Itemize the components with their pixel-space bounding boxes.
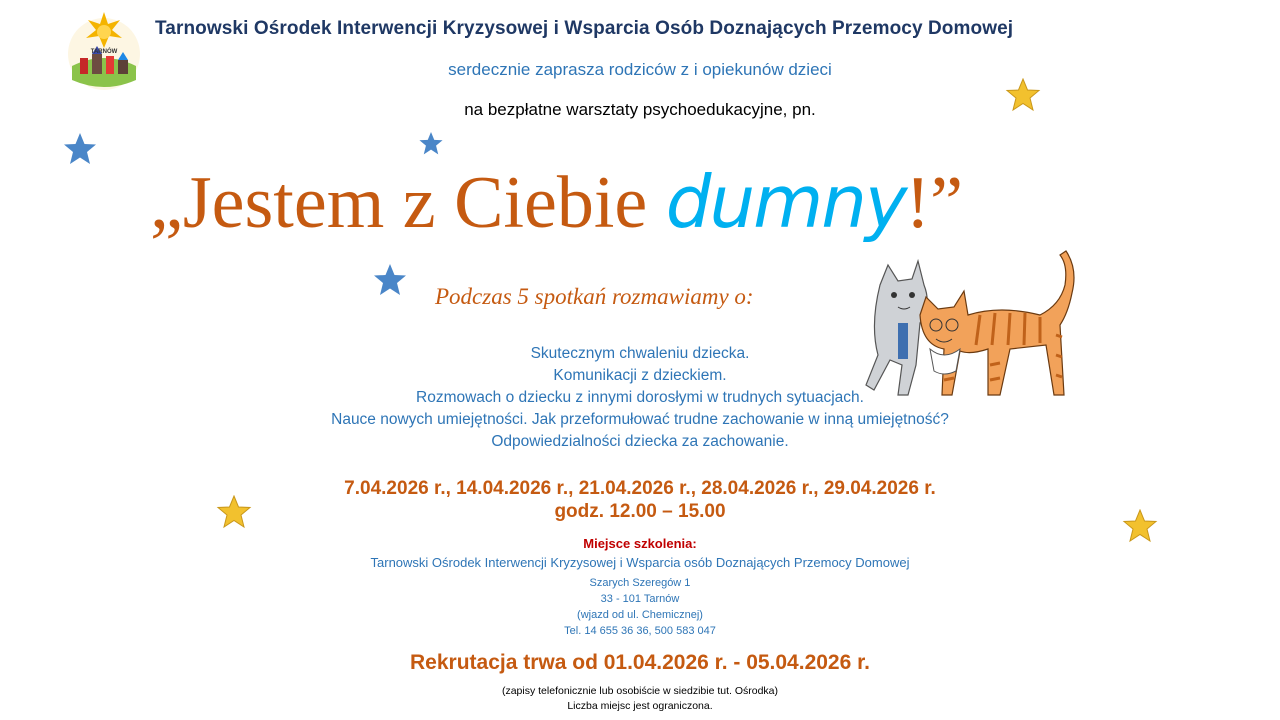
list-item: Nauce nowych umiejętności. Jak przeformułować trudne zachowanie w inną umiejętność? bbox=[331, 411, 949, 428]
address-entrance: (wjazd od ul. Chemicznej) bbox=[577, 609, 703, 621]
meeting-dates: 7.04.2026 r., 14.04.2026 r., 21.04.2026 r., 28.04.2026 r., 29.04.2026 r. bbox=[344, 478, 936, 499]
meeting-hours: godz. 12.00 – 15.00 bbox=[554, 501, 726, 522]
logo-text: TARNÓW bbox=[90, 49, 118, 55]
star-icon bbox=[62, 132, 98, 166]
topics-list bbox=[0, 343, 1280, 453]
title-close: !” bbox=[905, 162, 963, 244]
star-icon bbox=[418, 131, 444, 156]
title-script-word: dumny bbox=[665, 160, 906, 244]
signup-note: (zapisy telefonicznie lub osobiście w siedzibie tut. Ośrodka) bbox=[501, 685, 779, 697]
recruitment-period: Rekrutacja trwa od 01.04.2026 r. - 05.04.2026 r. bbox=[410, 651, 870, 674]
address-phone: Tel. 14 655 36 36, 500 583 047 bbox=[564, 625, 716, 637]
location-name: Tarnowski Ośrodek Interwencji Kryzysowej i Wsparcia osób Doznających Przemocy Domowej bbox=[370, 555, 910, 570]
location-address bbox=[0, 575, 1280, 639]
list-item: Rozmowach o dziecku z innymi dorosłymi w trudnych sytuacjach. bbox=[416, 389, 864, 406]
invite-text: serdecznie zaprasza rodziców z i opiekunów dzieci bbox=[448, 60, 832, 79]
list-item: Skutecznym chwaleniu dziecka. bbox=[530, 345, 750, 362]
star-icon bbox=[372, 263, 408, 297]
address-city: 33 - 101 Tarnów bbox=[600, 593, 680, 605]
workshop-intro: na bezpłatne warsztaty psychoedukacyjne, pn. bbox=[464, 100, 816, 119]
organization-title: Tarnowski Ośrodek Interwencji Kryzysowej i Wsparcia Osób Doznających Przemocy Domowej bbox=[155, 18, 1014, 39]
list-item: Odpowiedzialności dziecka za zachowanie. bbox=[491, 433, 789, 450]
schedule bbox=[0, 477, 1280, 523]
meetings-subtitle: Podczas 5 spotkań rozmawiamy o: bbox=[435, 284, 754, 309]
address-street: Szarych Szeregów 1 bbox=[589, 577, 691, 589]
location-label: Miejsce szkolenia: bbox=[583, 536, 697, 551]
list-item: Komunikacji z dzieckiem. bbox=[553, 367, 727, 384]
star-icon bbox=[1005, 78, 1041, 112]
title-open: „Jestem z Ciebie bbox=[150, 162, 666, 244]
limited-places-note: Liczba miejsc jest ograniczona. bbox=[567, 700, 713, 712]
recruitment-notes bbox=[0, 684, 1280, 714]
workshop-title bbox=[150, 160, 1150, 246]
